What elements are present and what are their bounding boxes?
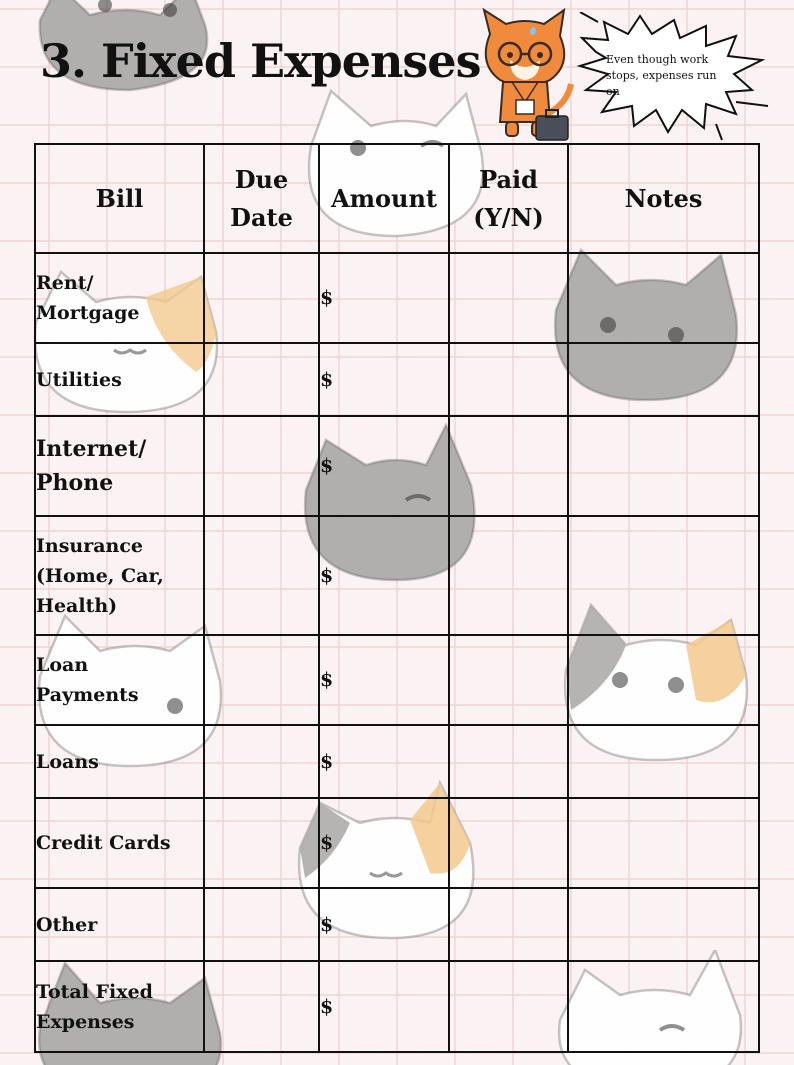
bill-cell: Utilities: [35, 343, 204, 416]
table-row: [35, 725, 759, 798]
paid-cell[interactable]: [449, 888, 568, 961]
amount-cell[interactable]: $: [319, 635, 449, 725]
column-header-due-date: Due Date: [204, 144, 319, 253]
table-row: [35, 635, 759, 725]
table-row: [35, 888, 759, 961]
notes-cell[interactable]: [568, 343, 759, 416]
due-date-cell[interactable]: [204, 798, 319, 888]
table-header-row: [35, 144, 759, 253]
bill-cell: Loans: [35, 725, 204, 798]
column-header-bill: Bill: [35, 144, 204, 253]
due-date-cell[interactable]: [204, 416, 319, 516]
bill-cell: Loan Payments: [35, 635, 204, 725]
bill-cell: Internet/ Phone: [35, 416, 204, 516]
due-date-cell[interactable]: [204, 516, 319, 635]
table-row: [35, 416, 759, 516]
orange-cat-mascot-icon: [470, 4, 580, 144]
notes-cell[interactable]: [568, 635, 759, 725]
table-row: [35, 516, 759, 635]
paid-cell[interactable]: [449, 798, 568, 888]
amount-cell[interactable]: $: [319, 888, 449, 961]
paid-cell[interactable]: [449, 725, 568, 798]
column-header-amount: Amount: [319, 144, 449, 253]
due-date-cell[interactable]: [204, 635, 319, 725]
table-row: [35, 961, 759, 1052]
amount-cell[interactable]: $: [319, 343, 449, 416]
notes-cell[interactable]: [568, 253, 759, 343]
amount-cell[interactable]: $: [319, 253, 449, 343]
paid-cell[interactable]: [449, 516, 568, 635]
paid-cell[interactable]: [449, 253, 568, 343]
due-date-cell[interactable]: [204, 253, 319, 343]
speech-bubble-text: Even though work stops, expenses run on: [606, 53, 717, 98]
due-date-cell[interactable]: [204, 961, 319, 1052]
amount-cell[interactable]: $: [319, 961, 449, 1052]
due-date-cell[interactable]: [204, 343, 319, 416]
notes-cell[interactable]: [568, 725, 759, 798]
amount-cell[interactable]: $: [319, 725, 449, 798]
paid-cell[interactable]: [449, 416, 568, 516]
amount-cell[interactable]: $: [319, 416, 449, 516]
fixed-expenses-table: [34, 143, 760, 1053]
bill-cell: Rent/ Mortgage: [35, 253, 204, 343]
column-header-paid: Paid (Y/N): [449, 144, 568, 253]
due-date-cell[interactable]: [204, 725, 319, 798]
bill-cell: Insurance (Home, Car, Health): [35, 516, 204, 635]
notes-cell[interactable]: [568, 416, 759, 516]
notes-cell[interactable]: [568, 961, 759, 1052]
table-row: [35, 253, 759, 343]
paid-cell[interactable]: [449, 635, 568, 725]
paid-cell[interactable]: [449, 961, 568, 1052]
notes-cell[interactable]: [568, 888, 759, 961]
column-header-notes: Notes: [568, 144, 759, 253]
table-row: [35, 343, 759, 416]
notes-cell[interactable]: [568, 798, 759, 888]
paid-cell[interactable]: [449, 343, 568, 416]
table-row: [35, 798, 759, 888]
bill-cell: Total Fixed Expenses: [35, 961, 204, 1052]
notes-cell[interactable]: [568, 516, 759, 635]
amount-cell[interactable]: $: [319, 798, 449, 888]
due-date-cell[interactable]: [204, 888, 319, 961]
bill-cell: Credit Cards: [35, 798, 204, 888]
page-title: 3. Fixed Expenses: [40, 34, 481, 88]
amount-cell[interactable]: $: [319, 516, 449, 635]
bill-cell: Other: [35, 888, 204, 961]
